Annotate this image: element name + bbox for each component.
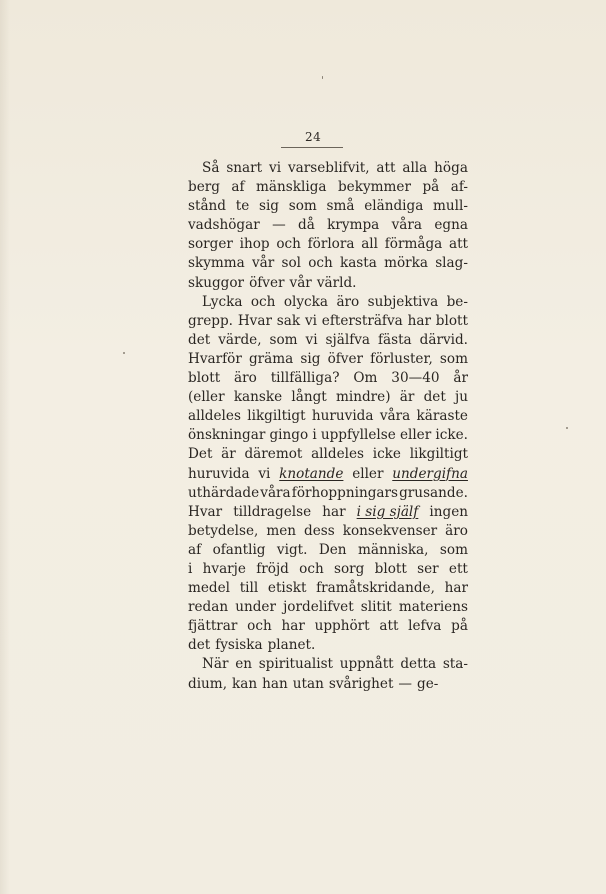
word: slitit — [360, 599, 392, 616]
word: konsekvenser — [342, 522, 438, 539]
word: sol — [281, 255, 301, 272]
word: år — [453, 370, 468, 387]
word: det — [188, 637, 211, 654]
word: som — [439, 541, 468, 558]
word: då — [298, 217, 315, 234]
word: under — [235, 599, 276, 616]
word: fysiska — [215, 637, 263, 654]
word: sorg — [334, 560, 365, 577]
word: — — [398, 675, 413, 692]
word: huruvida — [311, 408, 374, 425]
word: planet. — [267, 637, 316, 654]
word: ett — [448, 560, 468, 577]
word: på — [451, 618, 468, 635]
word: 30—40 — [391, 370, 440, 387]
word: har — [407, 312, 431, 329]
word: — — [272, 217, 286, 234]
text-line — [188, 331, 468, 350]
word: alldeles — [188, 408, 241, 425]
word: sak — [276, 312, 301, 329]
word: eller — [399, 427, 432, 444]
paragraph — [188, 293, 468, 656]
word: käraste — [416, 408, 468, 425]
word: är — [399, 389, 415, 406]
word: uthärdade — [188, 484, 260, 501]
text-line — [188, 541, 468, 560]
word: varseblifvit, — [287, 160, 370, 176]
word: förhoppningars — [291, 484, 398, 501]
word: en — [235, 656, 252, 673]
paragraph — [188, 655, 468, 693]
word: är — [221, 446, 236, 463]
text-line — [188, 197, 468, 216]
word: materiens — [398, 599, 468, 616]
word: Om — [353, 370, 378, 387]
emphasized-text: knotande — [279, 465, 344, 482]
word: därvid. — [419, 331, 468, 348]
word: mörka — [384, 255, 428, 272]
word: det — [423, 389, 446, 406]
word: på — [422, 179, 440, 196]
paper-speck — [123, 352, 125, 354]
word: Det — [188, 446, 213, 463]
word: krympa — [327, 217, 380, 234]
word: i — [188, 560, 193, 577]
text-line — [188, 388, 468, 407]
word: kanske — [233, 389, 283, 406]
text-line — [188, 254, 468, 273]
text-line — [188, 522, 468, 541]
emphasized-text: undergifna — [392, 465, 468, 482]
word: likgiltigt — [247, 408, 306, 425]
word: alla — [402, 160, 428, 176]
word: När — [202, 656, 229, 673]
word: värld. — [316, 274, 357, 291]
word: tillfälliga? — [270, 370, 340, 387]
word: tilldragelse — [233, 503, 312, 520]
word: öfver — [249, 274, 285, 291]
word: lefva — [408, 618, 442, 635]
page-number-rule — [281, 147, 343, 148]
word: till — [239, 580, 259, 597]
word: af — [231, 179, 245, 196]
word: våra — [391, 217, 423, 234]
text-line — [188, 235, 468, 254]
text-line — [188, 617, 468, 636]
word: be- — [446, 293, 468, 310]
word: Lycka — [202, 293, 243, 310]
word: ihop — [239, 236, 270, 253]
word: våra — [379, 408, 411, 425]
word: äro — [336, 293, 360, 310]
word: har — [281, 618, 305, 635]
body-text — [188, 159, 468, 694]
paragraph — [188, 159, 468, 293]
text-line — [188, 484, 468, 503]
word: och — [276, 236, 301, 253]
word: mull- — [433, 198, 468, 215]
word: långt — [291, 389, 327, 406]
word: skuggor — [188, 274, 245, 291]
word: mänskliga — [256, 179, 327, 196]
word: fröjd — [256, 560, 289, 577]
word: ingen — [429, 503, 468, 520]
word: uppnått — [339, 656, 394, 673]
word: blott — [374, 560, 407, 577]
word: kan — [232, 675, 258, 692]
word: blott — [435, 312, 468, 329]
word: te — [235, 198, 250, 215]
word: själfva — [325, 331, 371, 348]
word: att — [448, 236, 468, 253]
word: vigt. — [276, 541, 308, 558]
word: redan — [188, 599, 229, 616]
word: vi — [305, 331, 318, 348]
text-line — [188, 636, 468, 655]
word: vadshögar — [188, 217, 260, 234]
word: har — [322, 503, 346, 520]
text-line — [188, 445, 468, 464]
word: grepp. — [188, 312, 233, 329]
word: gingo — [269, 427, 309, 444]
text-line — [188, 293, 468, 312]
text-line — [188, 655, 468, 674]
word: i — [312, 427, 317, 444]
word: berg — [188, 179, 220, 196]
word: dium, — [188, 675, 228, 692]
word: som — [269, 331, 298, 348]
word: vi — [269, 160, 282, 176]
text-line — [188, 274, 468, 293]
word: svårighet — [328, 675, 394, 692]
text-line — [188, 675, 468, 694]
word: icke — [372, 446, 401, 463]
text-line — [188, 426, 468, 445]
word: likgiltigt — [409, 446, 468, 463]
text-line — [188, 350, 468, 369]
word: sig — [300, 350, 321, 367]
word: af — [188, 541, 202, 558]
word: icke. — [435, 427, 468, 444]
word: huruvida — [188, 465, 250, 482]
word: all — [361, 236, 379, 253]
paper-speck — [322, 76, 323, 79]
text-line — [188, 579, 468, 598]
word: stånd — [188, 198, 227, 215]
text-line — [188, 312, 468, 331]
word: Så — [202, 160, 220, 176]
word: och — [250, 293, 276, 310]
word: fjättrar — [188, 618, 238, 635]
word: uppfyllelse — [320, 427, 396, 444]
word: han — [262, 675, 288, 692]
word: alldeles — [311, 446, 364, 463]
word: dess — [304, 522, 335, 539]
word: sta- — [442, 656, 468, 673]
word: öfver — [327, 350, 364, 367]
word: medel — [188, 580, 231, 597]
text-line — [188, 503, 468, 522]
word: äro — [445, 522, 468, 539]
word: och — [299, 560, 324, 577]
page-number: 24 — [305, 130, 322, 144]
word: (eller — [188, 389, 225, 406]
emphasized-text: i sig själf — [356, 503, 419, 520]
word: snart — [226, 160, 263, 176]
word: Hvar — [188, 503, 223, 520]
word: förluster, — [370, 350, 433, 367]
word: jordelifvet — [283, 599, 354, 616]
word: upphört — [314, 618, 370, 635]
word: utan — [292, 675, 324, 692]
word: gräma — [248, 350, 294, 367]
word: framåtskridande, — [316, 580, 435, 597]
word: eller — [352, 465, 384, 482]
word: ge- — [417, 675, 439, 692]
word: sig — [258, 198, 279, 215]
word: betydelse, — [188, 522, 259, 539]
word: ser — [417, 560, 439, 577]
word: skymma — [188, 255, 245, 272]
page-edge-shadow — [0, 0, 10, 894]
word: slag- — [435, 255, 468, 272]
text-line — [188, 598, 468, 617]
word: kasta — [339, 255, 377, 272]
word: bekymmer — [337, 179, 411, 196]
word: äro — [234, 370, 257, 387]
word: Hvarför — [188, 350, 242, 367]
word: ofantlig — [212, 541, 266, 558]
word: att — [376, 160, 396, 176]
word: höga — [434, 160, 468, 176]
word: mindre) — [335, 389, 391, 406]
word: och — [247, 618, 272, 635]
word: detta — [400, 656, 437, 673]
word: men — [266, 522, 297, 539]
word: det — [188, 331, 211, 348]
word: subjektiva — [367, 293, 439, 310]
word: eftersträfva — [321, 312, 403, 329]
text-line — [188, 465, 468, 484]
text-line — [188, 560, 468, 579]
word: våra — [260, 484, 291, 501]
text-line — [188, 369, 468, 388]
word: som — [439, 350, 468, 367]
word: olycka — [283, 293, 329, 310]
word: vår — [251, 255, 275, 272]
word: blott — [188, 370, 221, 387]
word: grusande. — [399, 484, 468, 501]
word: ju — [455, 389, 468, 406]
word: vi — [258, 465, 271, 482]
word: har — [444, 580, 468, 597]
word: förmåga — [384, 236, 443, 253]
text-line — [188, 159, 468, 178]
text-line — [188, 407, 468, 426]
word: Den — [318, 541, 347, 558]
word: vi — [304, 312, 317, 329]
word: värde, — [218, 331, 262, 348]
text-line — [188, 216, 468, 235]
word: spiritualist — [258, 656, 334, 673]
word: etiskt — [267, 580, 307, 597]
word: eländiga — [364, 198, 424, 215]
word: sorger — [188, 236, 233, 253]
word: Hvar — [237, 312, 272, 329]
word: hvarje — [202, 560, 246, 577]
word: små — [326, 198, 355, 215]
word: att — [379, 618, 399, 635]
paper-speck — [566, 427, 568, 429]
word: af- — [450, 179, 468, 196]
word: och — [308, 255, 333, 272]
word: vår — [289, 274, 312, 291]
word: som — [288, 198, 317, 215]
text-line — [188, 178, 468, 197]
word: däremot — [244, 446, 303, 463]
word: önskningar — [188, 427, 266, 444]
word: människa, — [357, 541, 429, 558]
word: egna — [434, 217, 468, 234]
word: förlora — [307, 236, 355, 253]
word: fästa — [377, 331, 412, 348]
